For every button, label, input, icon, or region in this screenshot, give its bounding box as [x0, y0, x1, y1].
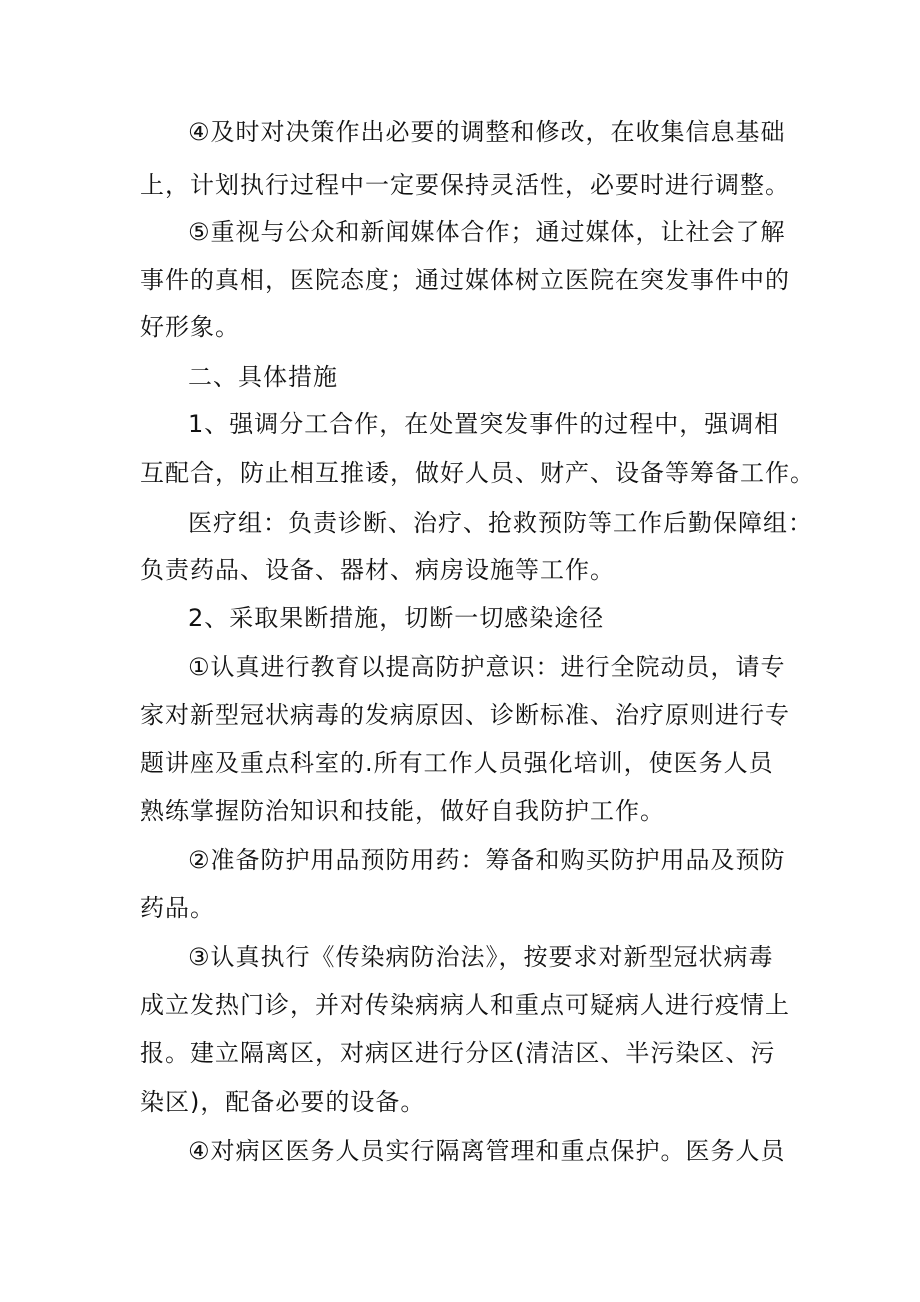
paragraph-line: 家对新型冠状病毒的发病原因、诊断标准、治疗原则进行专 — [140, 701, 790, 729]
paragraph-line: 题讲座及重点科室的.所有工作人员强化培训，使医务人员 — [140, 749, 774, 777]
paragraph-line: 负责药品、设备、器材、病房设施等工作。 — [140, 556, 615, 584]
paragraph-line: 染区)，配备必要的设备。 — [140, 1088, 426, 1116]
paragraph-line: 上，计划执行过程中一定要保持灵活性，必要时进行调整。 — [140, 171, 790, 199]
paragraph-line: 药品。 — [140, 894, 215, 922]
paragraph-line: 互配合，防止相互推诿，做好人员、财产、设备等筹备工作。 — [140, 459, 815, 487]
paragraph-line: 报。建立隔离区，对病区进行分区(清洁区、半污染区、污 — [140, 1039, 776, 1067]
paragraph-line: ①认真进行教育以提高防护意识：进行全院动员，请专 — [188, 653, 786, 681]
paragraph-line: 1、强调分工合作，在处置突发事件的过程中，强调相 — [188, 410, 780, 438]
paragraph-line: ③认真执行《传染病防治法》，按要求对新型冠状病毒 — [188, 943, 774, 971]
paragraph-line: 2、采取果断措施，切断一切感染途径 — [188, 604, 605, 632]
paragraph-line: 好形象。 — [140, 313, 240, 341]
paragraph-line: 成立发热门诊，并对传染病病人和重点可疑病人进行疫情上 — [140, 991, 790, 1019]
paragraph-line: ②准备防护用品预防用药：筹备和购买防护用品及预防 — [188, 846, 786, 874]
paragraph-line: 事件的真相，医院态度；通过媒体树立医院在突发事件中的 — [140, 266, 790, 294]
section-heading: 二、具体措施 — [188, 363, 338, 391]
paragraph-line: ④及时对决策作出必要的调整和修改，在收集信息基础 — [188, 118, 786, 146]
paragraph-line: ⑤重视与公众和新闻媒体合作；通过媒体，让社会了解 — [188, 218, 786, 246]
paragraph-line: 医疗组：负责诊断、治疗、抢救预防等工作后勤保障组： — [188, 509, 813, 537]
paragraph-line: ④对病区医务人员实行隔离管理和重点保护。医务人员 — [188, 1137, 786, 1165]
paragraph-line: 熟练掌握防治知识和技能，做好自我防护工作。 — [140, 797, 665, 825]
